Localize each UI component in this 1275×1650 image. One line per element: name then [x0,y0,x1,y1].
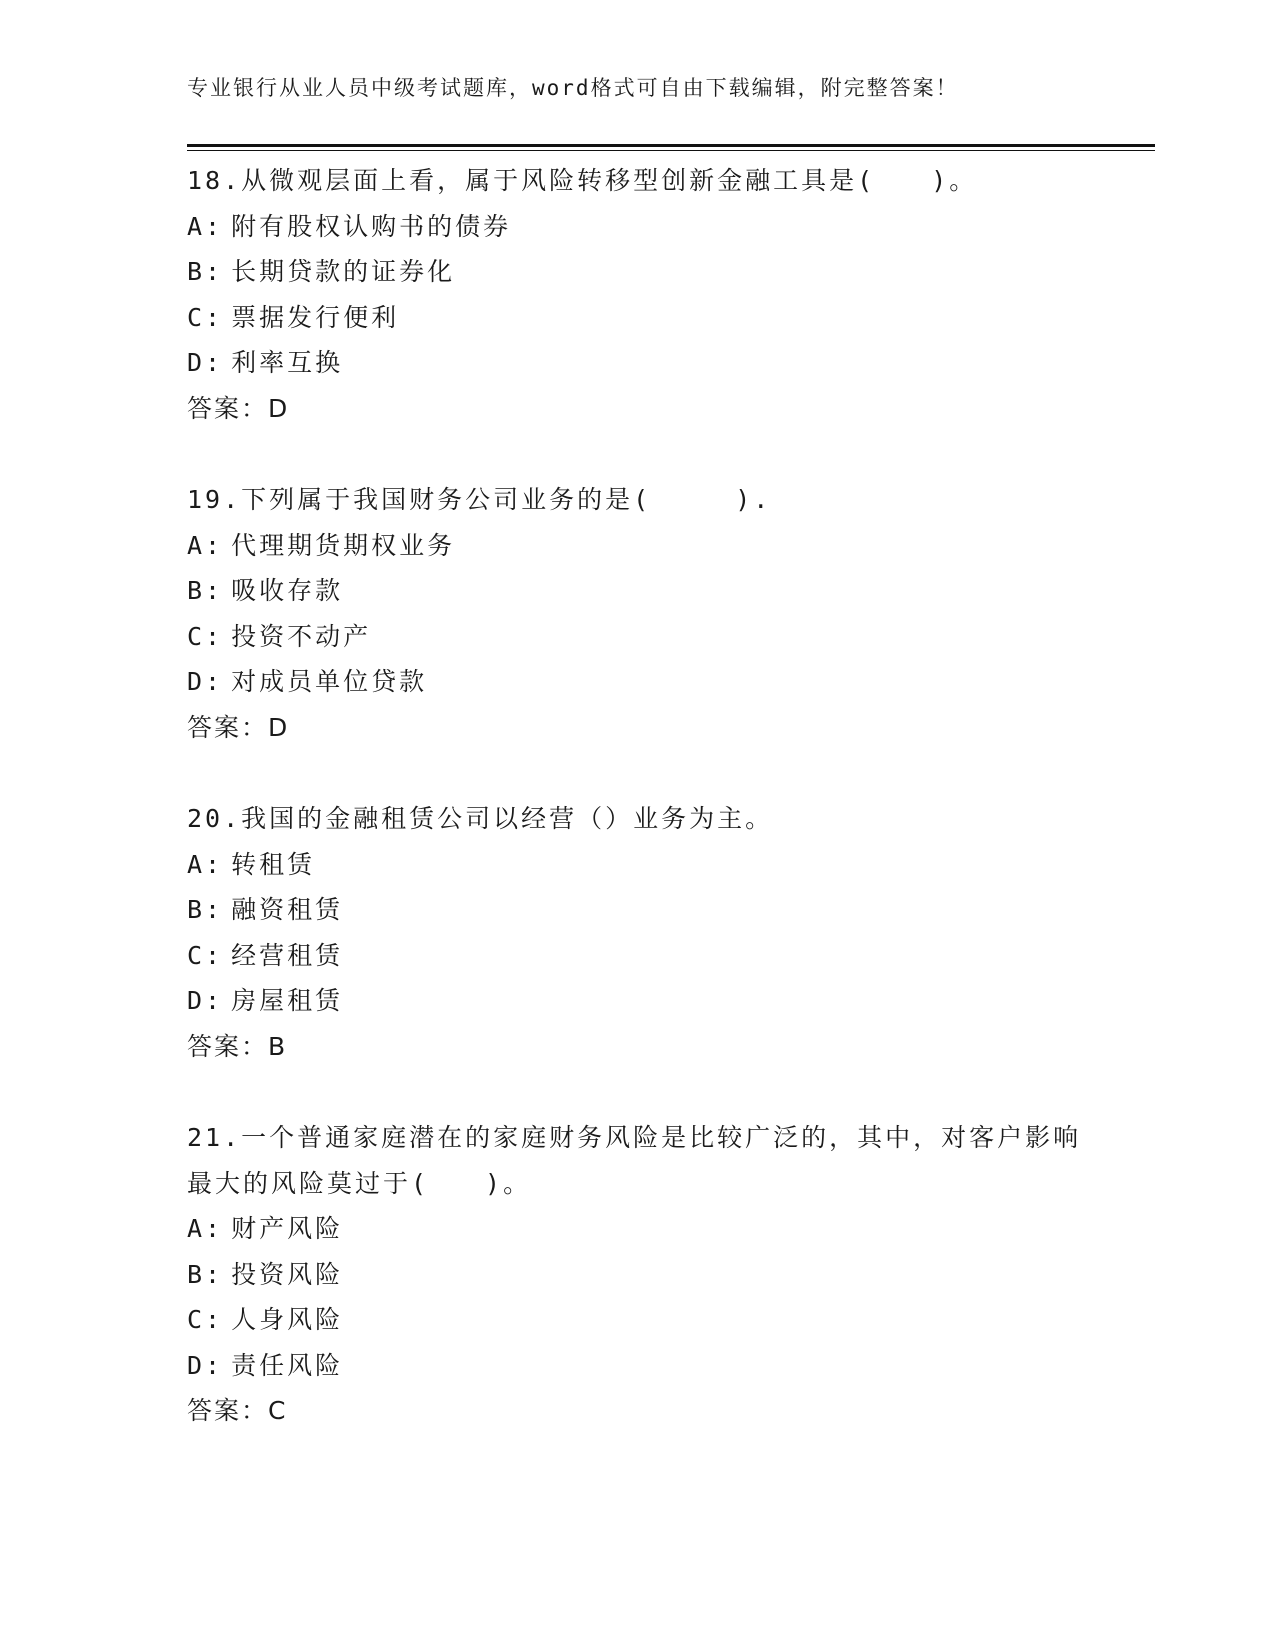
question-stem: 18.从微观层面上看，属于风险转移型创新金融工具是( )。 [187,166,978,195]
option-a [187,204,1087,250]
option-text: 长期贷款的证券化 [231,257,456,286]
option-text: 投资风险 [231,1259,344,1289]
option-c [187,295,1087,341]
option-prefix: D: [187,667,224,696]
option-prefix: A: [187,849,224,879]
option-prefix: A: [187,211,224,241]
option-d [187,1343,1087,1389]
option-prefix: A: [187,1214,224,1243]
option-prefix: D: [187,1350,224,1380]
option-prefix: B: [187,576,224,605]
option-c [187,614,1087,660]
option-b [187,1252,1087,1298]
option-text: 利率互换 [231,348,344,377]
option-prefix: C: [187,1305,224,1334]
question-list [187,158,1087,1480]
question-stem: 20.我国的金融租赁公司以经营（）业务为主。 [187,804,774,833]
option-text: 转租赁 [231,849,316,879]
option-text: 对成员单位贷款 [231,667,428,696]
option-prefix: C: [187,302,224,332]
option-text: 融资租赁 [231,895,344,924]
question-18 [187,158,1087,431]
option-b [187,887,1087,933]
question-20 [187,796,1087,1069]
option-a [187,1206,1087,1252]
page-header: 专业银行从业人员中级考试题库，word格式可自由下载编辑，附完整答案！ [187,76,959,100]
question-stem: 19.下列属于我国财务公司业务的是( ). [187,485,772,514]
option-text: 投资不动产 [231,621,372,651]
option-c [187,933,1087,979]
option-text: 吸收存款 [231,576,344,605]
answer: 答案：C [187,1396,288,1425]
answer: 答案：D [187,712,290,742]
option-prefix: D: [187,986,224,1015]
answer: 答案：D [187,393,290,423]
option-d [187,340,1087,386]
option-prefix: C: [187,940,224,970]
question-19 [187,477,1087,750]
option-prefix: C: [187,621,224,651]
question-21 [187,1115,1087,1434]
option-prefix: D: [187,348,224,377]
option-b [187,568,1087,614]
option-d [187,659,1087,705]
option-text: 票据发行便利 [231,302,400,332]
option-text: 人身风险 [231,1305,344,1334]
option-prefix: B: [187,257,224,286]
header-rule-thin [187,150,1155,151]
option-a [187,523,1087,569]
option-d [187,978,1087,1024]
option-a [187,842,1087,888]
option-text: 经营租赁 [231,940,344,970]
option-text: 责任风险 [231,1350,344,1380]
option-b [187,249,1087,295]
option-text: 附有股权认购书的债券 [231,211,512,241]
option-prefix: B: [187,895,224,924]
option-text: 代理期货期权业务 [231,530,456,560]
option-prefix: B: [187,1259,224,1289]
option-prefix: A: [187,530,224,560]
answer: 答案：B [187,1031,288,1061]
question-stem: 21.一个普通家庭潜在的家庭财务风险是比较广泛的，其中，对客户影响最大的风险莫过于( )。 [187,1123,1082,1198]
option-c [187,1297,1087,1343]
option-text: 财产风险 [231,1214,344,1243]
option-text: 房屋租赁 [231,986,344,1015]
header-rule-thick [187,144,1155,147]
